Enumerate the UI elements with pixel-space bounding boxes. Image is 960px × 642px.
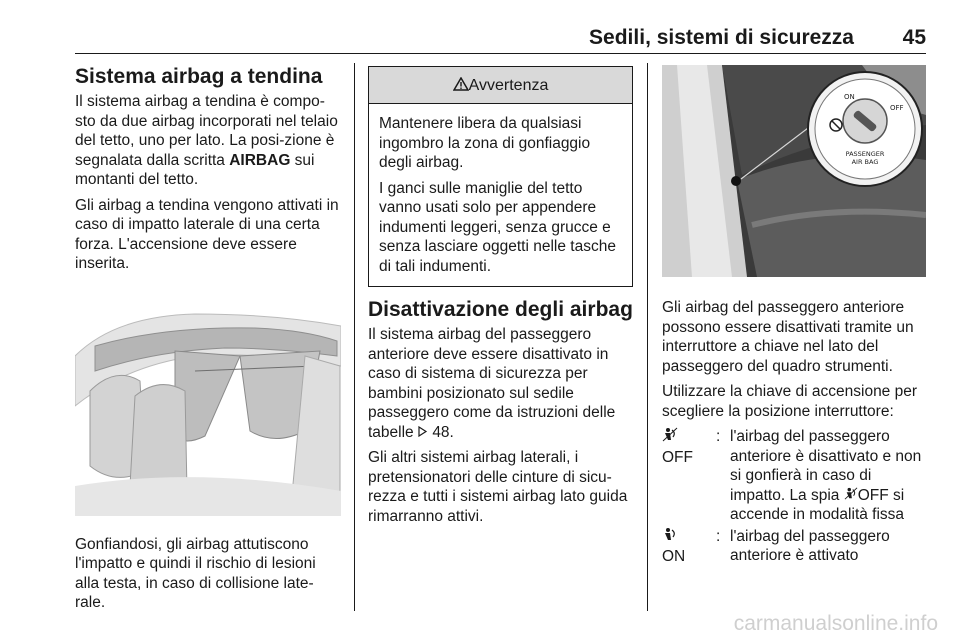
- page-number: 45: [902, 26, 926, 49]
- on-term: ON: [662, 548, 686, 565]
- warning-body: [369, 104, 632, 286]
- warning-header: [369, 67, 632, 104]
- curtain-airbag-paragraph-1: Il sistema airbag a tendina è compo-sto da due airbag incorporati nel telaio del tetto, uno per lato. La posi-zione è segnalata dalla scritta AIRBAG sui montanti del tetto.: [75, 93, 338, 188]
- warning-paragraph-1: Mantenere libera da qualsiasi ingombro la zona di gonfiaggio degli airbag.: [379, 115, 591, 171]
- list-item-on: ON : l'airbag del passeggero anteriore è attivato: [662, 527, 890, 565]
- heading-airbag-deactivation: Disattivazione degli airbag: [368, 298, 633, 321]
- heading-curtain-airbag: Sistema airbag a tendina: [75, 65, 323, 88]
- curtain-airbag-paragraph-2: Gli airbag a tendina vengono attivati in caso di impatto laterale di una certa forza. L'accensione deve essere inserita.: [75, 196, 339, 272]
- page-reference: 48.: [432, 423, 454, 441]
- airbag-off-indicator-icon: [844, 487, 858, 500]
- switch-off-label: OFF: [890, 104, 904, 112]
- airbag-label: AIRBAG: [229, 151, 291, 169]
- header-divider: [75, 53, 926, 54]
- column-3: [662, 60, 926, 569]
- warning-box: [368, 66, 633, 287]
- passenger-airbag-switch-illustration: [662, 65, 926, 277]
- switch-paragraph-1: Gli airbag del passeggero anteriore possono essere disattivati tramite un interruttore a chiave nel lato del passeggero del quadro strumenti.: [662, 299, 914, 375]
- switch-positions-list: [662, 427, 926, 567]
- switch-label-line-2: AIR BAG: [851, 158, 879, 166]
- section-title: Sedili, sistemi di sicurezza: [589, 26, 854, 49]
- column-divider-1: [354, 63, 355, 611]
- warning-paragraph-2: I ganci sulle maniglie del tetto vanno usati solo per appendere indumenti leggeri, senza grucce e senza lasciare oggetti nelle tasche di tali indumenti.: [379, 179, 616, 275]
- deactivation-paragraph-1: Il sistema airbag del passeggero anteriore deve essere disattivato in caso di sistema di sicurezza per bambini posizionato sul sedile passeggero come da istruzioni delle tabelle 48.: [368, 326, 616, 441]
- page-header: [75, 26, 926, 56]
- switch-on-label: ON: [844, 93, 855, 101]
- list-item-off: OFF : l'airbag del passeggero anteriore è disattivato e non si gonfierà in caso di impatto. La spia OFF si accende in modalità fissa: [662, 428, 922, 523]
- watermark: carmanualsonline.info: [733, 612, 938, 635]
- switch-label-line-1: PASSENGER: [845, 150, 885, 158]
- page-ref-arrow-icon: [418, 426, 428, 437]
- warning-title: Avvertenza: [468, 77, 549, 94]
- airbag-off-icon: [662, 427, 678, 442]
- off-term: OFF: [662, 448, 693, 466]
- curtain-airbag-illustration: [75, 296, 341, 516]
- airbag-on-icon: [662, 527, 678, 542]
- column-1: [75, 60, 341, 619]
- warning-triangle-icon: [453, 77, 469, 91]
- switch-paragraph-2: Utilizzare la chiave di accensione per scegliere la posizione interruttore:: [662, 383, 918, 420]
- curtain-airbag-paragraph-3: Gonfiandosi, gli airbag attutiscono l'impatto e quindi il rischio di lesioni alla testa, in caso di collisione late-rale.: [75, 535, 316, 611]
- column-divider-2: [647, 63, 648, 611]
- deactivation-paragraph-2: Gli altri sistemi airbag laterali, i pretensionatori delle cinture di sicu-rezza e tutti i sistemi airbag lato guida rimarranno attivi.: [368, 449, 628, 525]
- column-2: [368, 60, 633, 532]
